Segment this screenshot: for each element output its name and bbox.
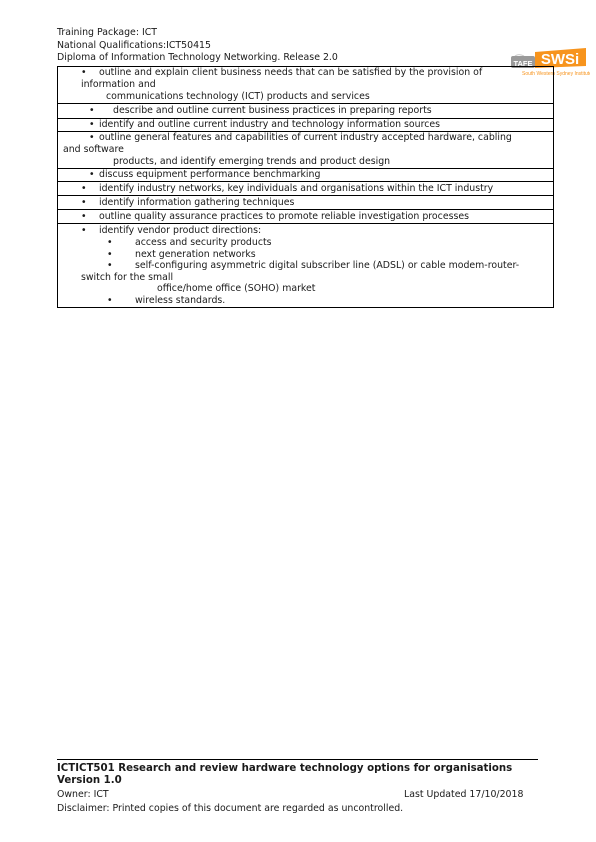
footer-unit-title: ICTICT501 Research and review hardware technology options for organisations bbox=[57, 763, 513, 774]
row-text: self-configuring asymmetric digital subscriber line (ADSL) or cable modem-router- bbox=[135, 260, 520, 272]
row-text: office/home office (SOHO) market bbox=[157, 283, 316, 295]
row-text: outline general features and capabilities of current industry accepted hardware, cabling bbox=[99, 132, 512, 143]
row-text: outline quality assurance practices to promote reliable investigation processes bbox=[99, 211, 470, 222]
table-row bbox=[58, 224, 553, 308]
row-text: products, and identify emerging trends and product design bbox=[113, 156, 391, 167]
logo-swsi-text: SWSi bbox=[540, 51, 580, 68]
qualification-line: National Qualifications:ICT50415 bbox=[57, 39, 211, 51]
performance-criteria-table bbox=[57, 66, 554, 308]
logo-tagline: South Western Sydney Institute bbox=[522, 71, 590, 77]
row-text: switch for the small bbox=[81, 271, 174, 283]
logo-tafe-text: TAFE bbox=[513, 59, 533, 68]
bullet: • bbox=[81, 67, 87, 78]
footer-last-updated: Last Updated 17/10/2018 bbox=[404, 789, 524, 800]
row-text: and software bbox=[63, 144, 124, 155]
bullet: • bbox=[89, 169, 95, 180]
training-package-line: Training Package: ICT bbox=[57, 27, 158, 38]
row-text: information and bbox=[81, 79, 156, 90]
row-text: identify vendor product directions: bbox=[99, 225, 262, 236]
bullet: • bbox=[107, 237, 113, 248]
bullet: • bbox=[81, 183, 87, 194]
diploma-line: Diploma of Information Technology Networking. Release 2.0 bbox=[57, 52, 338, 63]
bullet: • bbox=[89, 105, 95, 116]
document-footer bbox=[57, 759, 538, 814]
footer-disclaimer: Disclaimer: Printed copies of this document are regarded as uncontrolled. bbox=[57, 803, 404, 814]
table-row bbox=[58, 182, 553, 196]
row-text: next generation networks bbox=[135, 248, 256, 260]
bullet: • bbox=[107, 248, 113, 260]
row-text: outline and explain client business needs that can be satisfied by the provision of bbox=[99, 67, 483, 78]
row-text: identify industry networks, key individuals and organisations within the ICT industry bbox=[99, 183, 494, 194]
bullet: • bbox=[89, 119, 95, 130]
row-text: identify and outline current industry and technology information sources bbox=[99, 119, 441, 130]
table-row bbox=[58, 119, 553, 132]
table-row bbox=[58, 210, 553, 224]
table-row bbox=[58, 169, 553, 182]
bullet: • bbox=[107, 260, 113, 272]
footer-owner: Owner: ICT bbox=[57, 789, 109, 800]
document-header bbox=[57, 27, 338, 65]
table-row bbox=[58, 196, 553, 210]
bullet: • bbox=[107, 294, 113, 306]
bullet: • bbox=[81, 197, 87, 208]
bullet: • bbox=[89, 132, 95, 143]
row-text: access and security products bbox=[135, 237, 272, 248]
footer-version: Version 1.0 bbox=[57, 775, 122, 786]
row-text: describe and outline current business practices in preparing reports bbox=[113, 105, 432, 116]
table-row bbox=[58, 132, 553, 169]
bullet: • bbox=[81, 211, 87, 222]
row-text: wireless standards. bbox=[135, 294, 226, 306]
row-text: identify information gathering techniques bbox=[99, 197, 295, 208]
table-row bbox=[58, 104, 553, 119]
table-row bbox=[58, 67, 553, 104]
bullet: • bbox=[81, 225, 87, 236]
row-text: discuss equipment performance benchmarking bbox=[99, 169, 321, 180]
row-text: communications technology (ICT) products and services bbox=[106, 91, 370, 102]
